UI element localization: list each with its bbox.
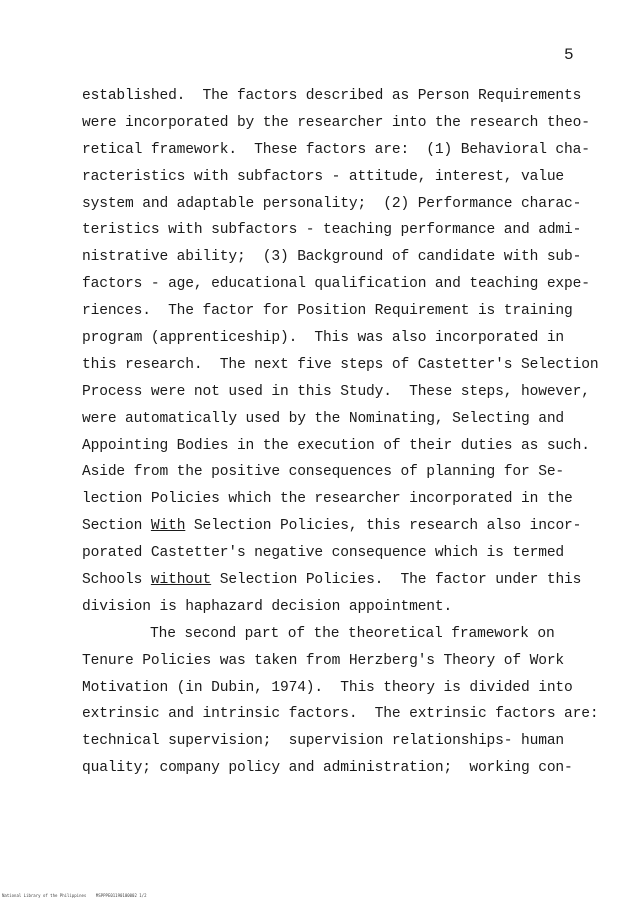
text-line	[82, 594, 602, 621]
text-segment: Section	[82, 518, 151, 535]
text-line	[82, 701, 602, 728]
text-segment: quality; company policy and administration; working con-	[82, 760, 573, 777]
text-line	[82, 648, 602, 675]
text-segment: racteristics with subfactors - attitude, interest, value	[82, 168, 565, 185]
text-segment: division is haphazard decision appointment.	[82, 598, 453, 615]
text-segment: technical supervision; supervision relationships- human	[82, 733, 565, 750]
underlined-text: With	[150, 518, 186, 535]
text-line	[82, 83, 602, 110]
text-segment: this research. The next five steps of Castetter's Selection	[82, 356, 599, 373]
body-text	[82, 83, 602, 782]
archive-footer: National Library of the Philippines MSPPPE01190100002 1/2	[2, 893, 147, 898]
text-line	[82, 325, 602, 352]
text-segment: system and adaptable personality; (2) Performance charac-	[82, 195, 582, 212]
text-line	[82, 406, 602, 433]
text-segment: teristics with subfactors - teaching performance and admi-	[82, 222, 582, 239]
text-line	[82, 244, 602, 271]
text-segment: were incorporated by the researcher into the research theo-	[82, 114, 590, 131]
text-line	[82, 486, 602, 513]
text-segment: Appointing Bodies in the execution of their duties as such.	[82, 437, 590, 454]
text-line	[82, 379, 602, 406]
text-segment: Process were not used in this Study. These steps, however,	[82, 383, 590, 400]
text-segment: nistrative ability; (3) Background of candidate with sub-	[82, 249, 582, 266]
underlined-text: without	[150, 572, 212, 589]
text-segment: Selection Policies. The factor under this	[211, 572, 582, 589]
text-line	[82, 513, 602, 540]
text-line	[82, 728, 602, 755]
text-line	[82, 459, 602, 486]
text-line	[82, 567, 602, 594]
text-segment: factors - age, educational qualification and teaching expe-	[82, 276, 590, 293]
text-segment: The second part of the theoretical framework on	[150, 625, 555, 642]
text-line	[82, 755, 602, 782]
text-segment: Motivation (in Dubin, 1974). This theory is divided into	[82, 679, 573, 696]
text-segment: lection Policies which the researcher incorporated in the	[82, 491, 573, 508]
text-line	[82, 352, 602, 379]
text-line	[82, 271, 602, 298]
text-line	[82, 540, 602, 567]
text-line	[82, 621, 602, 648]
text-segment: established. The factors described as Person Requirements	[82, 88, 582, 104]
text-segment: porated Castetter's negative consequence which is termed	[82, 545, 565, 562]
text-line	[82, 164, 602, 191]
text-line	[82, 110, 602, 137]
page-number: 5	[564, 46, 574, 64]
text-line	[82, 137, 602, 164]
text-line	[82, 675, 602, 702]
text-segment: riences. The factor for Position Requirement is training	[82, 303, 573, 320]
text-line	[82, 217, 602, 244]
text-line	[82, 191, 602, 218]
text-line	[82, 298, 602, 325]
text-segment: Aside from the positive consequences of planning for Se-	[82, 464, 565, 481]
text-segment: Tenure Policies was taken from Herzberg's Theory of Work	[82, 652, 565, 669]
text-segment: program (apprenticeship). This was also incorporated in	[82, 330, 565, 347]
text-segment: Selection Policies, this research also incor-	[185, 518, 582, 535]
text-segment: retical framework. These factors are: (1) Behavioral cha-	[82, 141, 590, 158]
text-segment: extrinsic and intrinsic factors. The extrinsic factors are:	[82, 706, 599, 723]
text-segment: Schools	[82, 572, 151, 589]
text-line	[82, 433, 602, 460]
text-segment: were automatically used by the Nominating, Selecting and	[82, 410, 565, 427]
